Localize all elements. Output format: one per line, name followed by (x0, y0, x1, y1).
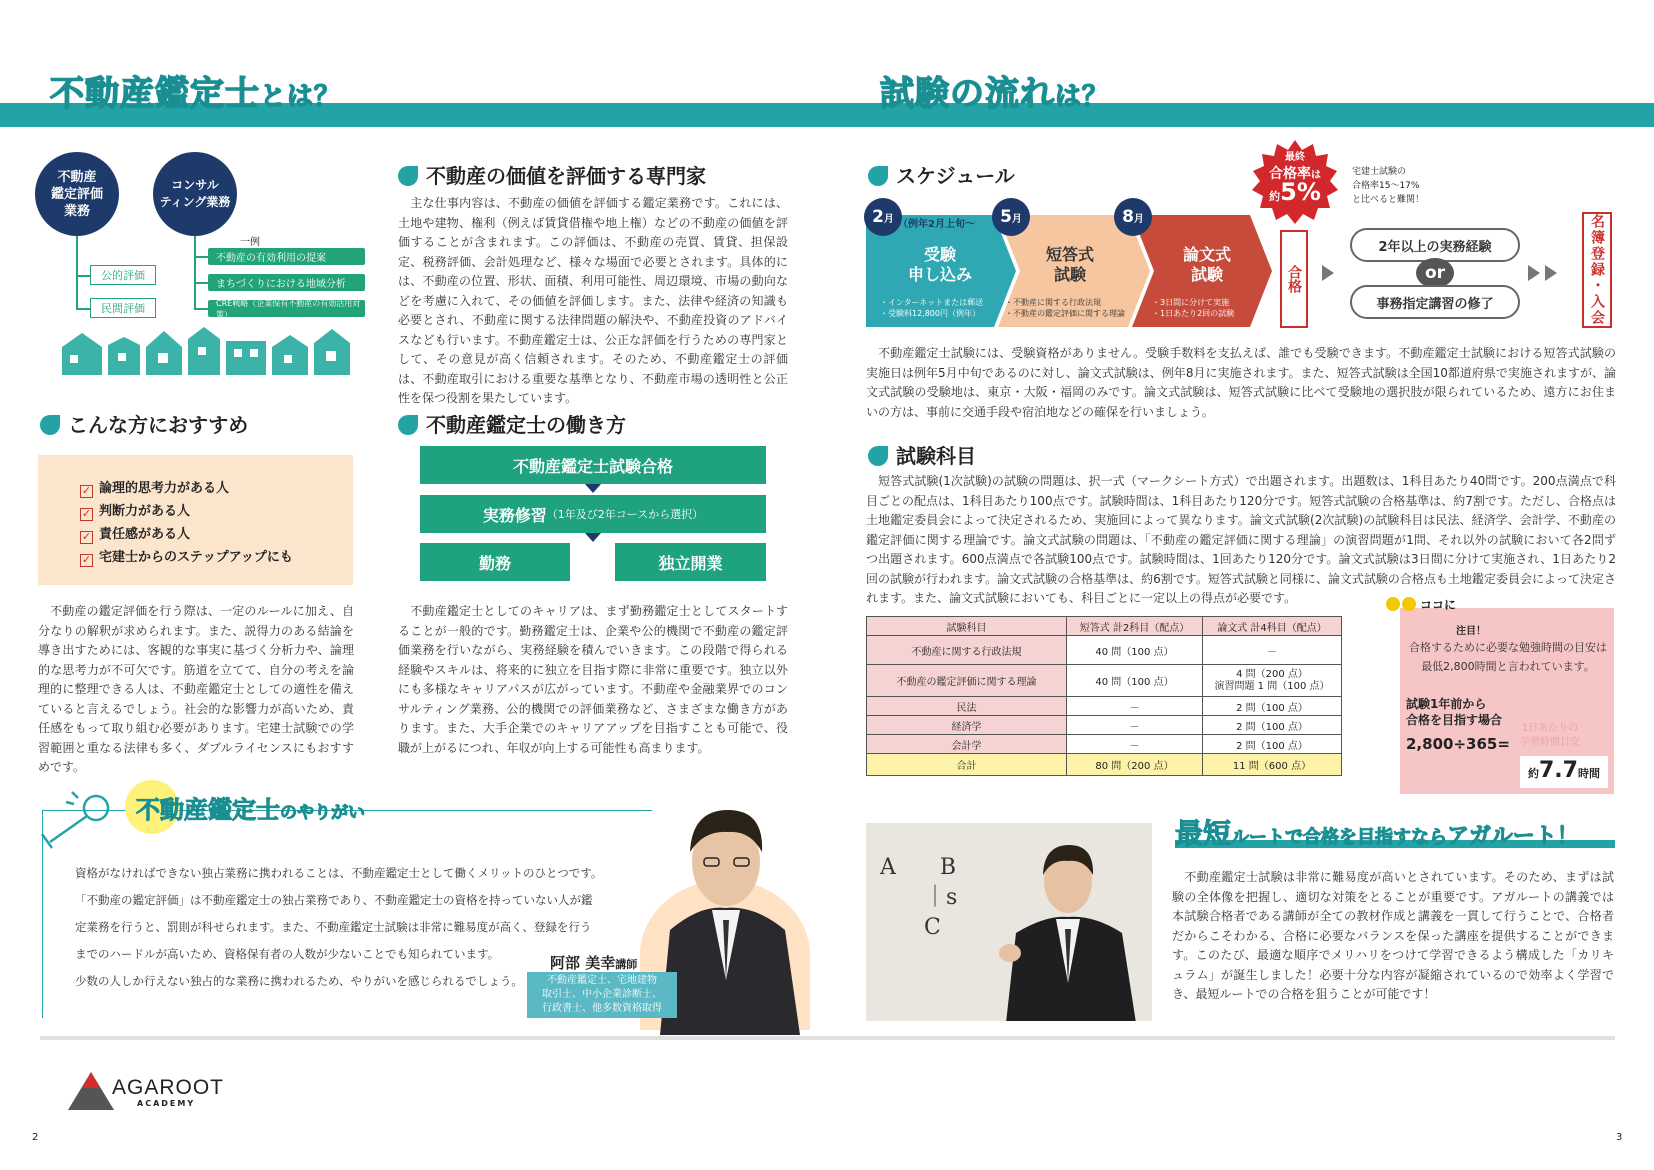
note-side: 1日あたりの 学習時間目安 (1520, 723, 1580, 748)
right-page-title: 試験の流れは？ (880, 74, 1110, 114)
month-5: 5 月 (992, 198, 1030, 236)
consult-item-1: 不動産の有効利用の提案 (208, 248, 365, 265)
flow-step-pass: 不動産鑑定士試験合格 (420, 446, 766, 484)
value-paragraph: 主な仕事内容は、不動産の価値を評価する鑑定業務です。これには、土地や建物、権利（例えば賃貸借権や地上権）などの不動産の価値を評価することが含まれます。この評価は、不動産の売買、賃貸、担保設定、税務評価、会計処理など、様々な場面で必要とされます。具体的には、不動産の位置、形状、面積、利用可能性、周辺環境、市場の動向などを考慮に入れて、その価値を評価します。また、法律や経済の知識も必要とされ、不動産に関する法律問題の解決や、不動産投資のアドバイスなども行います。不動産鑑定士は、公正な評価を行うための専門家として、その意見が高く信頼されます。そのため、不動産鑑定士の評価は、不動産取引における重要な基準となり、不動産市場の透明性と公正性を保つ役割を果たしています。 (398, 196, 788, 405)
section-title-recommend: こんな方におすすめ (40, 409, 248, 438)
subjects-table (866, 616, 1342, 776)
instructor-desc: 不動産鑑定士、宅地建物 取引士、中小企業診断士、 行政書士、他多数資格取得 (527, 972, 677, 1018)
instructor-name: 阿部 美幸講師 (550, 954, 638, 972)
yarigai-title: 不動産鑑定士のやりがい (136, 796, 365, 824)
recommend-item: ✓ 判断力がある人 (81, 504, 191, 520)
work-paragraph: 不動産鑑定士としてのキャリアは、まず勤務鑑定士としてスタートすることが一般的です。勤務鑑定士は、企業や公的機関で不動産の鑑定評価業務を行いながら、実務経験を積んでいきます。この段階で得られる経験やスキルは、将来的に独立を目指す際に非常に重要です。独立以外にも多様なキャリアパスが広がっています。不動産や金融業界でのコンサルティング業務、公的機関での評価業務など、さまざまな働き方があります。また、大手企業でのキャリアアップを目指すことも可能で、役職が上がるにつれ、年収が向上する可能性も高まります。 (398, 604, 788, 755)
example-label: 一例 (240, 237, 260, 248)
section-title-value: 不動産の価値を評価する専門家 (398, 160, 706, 189)
recommend-paragraph: 不動産の鑑定評価を行う際は、一定のルールに加え、自分なりの解釈が求められます。また、説得力のある結論を導き出すためには、客観的な事実に基づく分析力や、論理的な思考力が不可欠です。筋道を立てて、自分の考えを論理的に整理できる人は、不動産鑑定士としての適性を備えていると言えるでしょう。社会的な影響力が高いため、責任感をもって取り組む必要があります。宅建士試験での学習範囲と重なる法律も多く、ダブルライセンスにもおすすめです。 (38, 604, 354, 774)
section-title-work: 不動産鑑定士の働き方 (398, 409, 626, 438)
house-icons (62, 325, 362, 375)
or-circle: or (1416, 258, 1454, 288)
left-page-title: 不動産鑑定士とは？ (50, 74, 342, 114)
requirement-experience: 2年以上の実務経験 (1350, 228, 1520, 262)
table-row: 不動産の鑑定評価に関する理論 40 問（100 点） 4 問（200 点） 演習問題 1 問（100 点） (867, 665, 1342, 697)
note-body: 合格するために必要な勉強時間の目安は最低2,800時間と言われています。 (1409, 641, 1607, 673)
subjects-paragraph: 短答式試験(1次試験)の試験の問題は、択一式（マークシート方式）で出題されます。出題数は、1科目あたり40問です。200点満点で科目ごとの配点は、1科目あたり100点です。試験時間は、1科目あたり120分です。短答式試験の合格基準は、約7割です。ただし、合格点は土地鑑定委員会によって決定されるため、実施回によって異なります。論文式試験(2次試験)の試験科目は民法、経済学、会計学、不動産の鑑定評価に関する理論です。論文式試験の問題は、「不動産の鑑定評価に関する理論」の演習問題が1問、それ以外の試験において各2問ずつ出題されます。600点満点で各試験100点です。試験時間は、1回あたり120分です。論文式試験は3日間に分けて実施され、1日あたり2回の試験が行われます。論文式試験の合格基準は、約6割です。短答式試験と同様に、論文式試験の合格点も土地鑑定委員会によって決定されます。また、論文式試験においても、科目ごとに一定以上の得点が必要です。 (866, 474, 1616, 605)
section-title-schedule: スケジュール (868, 160, 1015, 189)
consult-item-2: まちづくりにおける地域分析 (208, 274, 365, 291)
stage-essay: 論文式 試験 ・3日間に分けて実施 ・1日あたり2回の試験 (1152, 245, 1235, 318)
microphone-icon (38, 790, 118, 850)
recommend-box (38, 455, 353, 585)
footer-rule (40, 1036, 1615, 1040)
note-tag-2: 注目！ (1456, 626, 1486, 637)
note-case: 試験1年前から 合格を目指す場合 (1406, 697, 1503, 727)
flow-step-employed: 勤務 (420, 543, 570, 581)
agaroot-paragraph: 不動産鑑定士試験は非常に難易度が高いとされています。そのため、まずは試験の全体像を把握し、適切な対策をとることが重要です。アガルートの講義では本試験合格者である講師が全ての教材作成と講義を一貫して行うことで、合格者だからこそわかる、合格に必要なバランスを保った講座を提供することができます。このたび、最適な順序でメリハリをつけて学習できるよう構成した「カリキュラム」が誕生しました！必要十分な内容が凝縮されているので効率よく学習でき、最短ルートでの合格を狙うことが可能です！ (1172, 870, 1614, 1001)
month-2: 2 月 (864, 198, 902, 236)
schedule-paragraph: 不動産鑑定士試験には、受験資格がありません。受験手数料を支払えば、誰でも受験できます。不動産鑑定士試験における短答式試験の実施日は例年5月中旬であるのに対し、論文式試験は、例年8月に実施されます。また、短答式試験は全国10都道府県で実施されますが、論文式試験の受験地は、東京・大阪・福岡のみです。論文式試験は、短答式試験に比べて受験地の選択肢が限られているため、遠方にお住まいの方は、事前に交通手段や宿泊地などの確保を行いましょう。 (866, 346, 1616, 419)
consult-item-3: CRE戦略（企業保有不動産の有効活用対策） (208, 300, 365, 317)
flow-step-training: 実務修習 （1年及び2年コースから選択） (420, 495, 766, 533)
table-total-row: 合計 80 問（200 点） 11 問（600 点） (867, 754, 1342, 776)
month-2-note: （例年2月上旬〜 (898, 219, 975, 230)
table-header-row: 試験科目 短答式 計2科目（配点） 論文式 計4科目（配点） (867, 617, 1342, 636)
appraisal-circle: 不動産 鑑定評価 業務 (35, 152, 119, 236)
yarigai-text: 資格がなければできない独占業務に携われることは、不動産鑑定士として働くメリットのひとつです。 「不動産の鑑定評価」は不動産鑑定士の独占業務であり、不動産鑑定士の資格を持っていない人が鑑 定業務を行うと、罰則が科せられます。また、不動産鑑定士試験は非常に難易度が高く、登録を行う までのハードルが高いため、資格保有者の人数が少ないことでも知られています。 少数の人しか行えない独占的な業務に携われるため、やりがいを感じられるでしょう。 (75, 866, 603, 988)
whiteboard-writing: A B ｜s C (880, 855, 958, 940)
note-tag: ココに (1386, 596, 1456, 613)
page-number-left: 2 (32, 1132, 39, 1143)
note-hours: 約7.7時間 (1520, 756, 1608, 788)
table-row: 民法 － 2 問（100 点） (867, 697, 1342, 716)
pass-rate-note: 宅建士試験の 合格率15〜17% と比べると難関！ (1352, 167, 1425, 205)
page-number-right: 3 (1616, 1132, 1623, 1143)
section-title-subjects: 試験科目 (868, 440, 976, 469)
public-appraisal-box: 公的評価 (90, 265, 156, 285)
recommend-item: ✓ 論理的思考力がある人 (81, 481, 230, 497)
instructor-photo-2 (986, 833, 1152, 1021)
consulting-circle: コンサル ティング業務 (153, 152, 237, 236)
recommend-item: ✓ 宅建士からのステップアップにも (81, 550, 293, 566)
flow-step-independent: 独立開業 (615, 543, 766, 581)
recommend-item: ✓ 責任感がある人 (81, 527, 191, 543)
agaroot-route-title: 最短ルートで合格を目指すならアガルート！ (1175, 812, 1615, 848)
agaroot-logo-text: AGAROOT (112, 1076, 225, 1099)
agaroot-logo-icon (66, 1070, 116, 1112)
table-row: 会計学 － 2 問（100 点） (867, 735, 1342, 754)
requirement-course: 事務指定講習の修了 (1350, 285, 1520, 319)
month-8: 8 月 (1114, 198, 1152, 236)
stage-shortanswer: 短答式 試験 ・不動産に関する行政法規 ・不動産の鑑定評価に関する理論 (1005, 245, 1125, 318)
table-row: 経済学 － 2 問（100 点） (867, 716, 1342, 735)
pass-rate-badge: 最終 合格率は 約5% (1269, 152, 1321, 206)
note-calc: 2,800÷365= (1406, 735, 1510, 753)
register-label: 名簿登録・入会 (1582, 212, 1612, 328)
stage-application: 受験 申し込み ・インターネットまたは郵送 ・受験料12,800円（例年） (880, 245, 984, 318)
table-row: 不動産に関する行政法規 40 問（100 点） － (867, 636, 1342, 665)
pass-label: 合格 (1280, 230, 1308, 328)
private-appraisal-box: 民間評価 (90, 298, 156, 318)
classroom-photo (866, 823, 1152, 1021)
agaroot-logo-sub: ACADEMY (137, 1099, 196, 1108)
